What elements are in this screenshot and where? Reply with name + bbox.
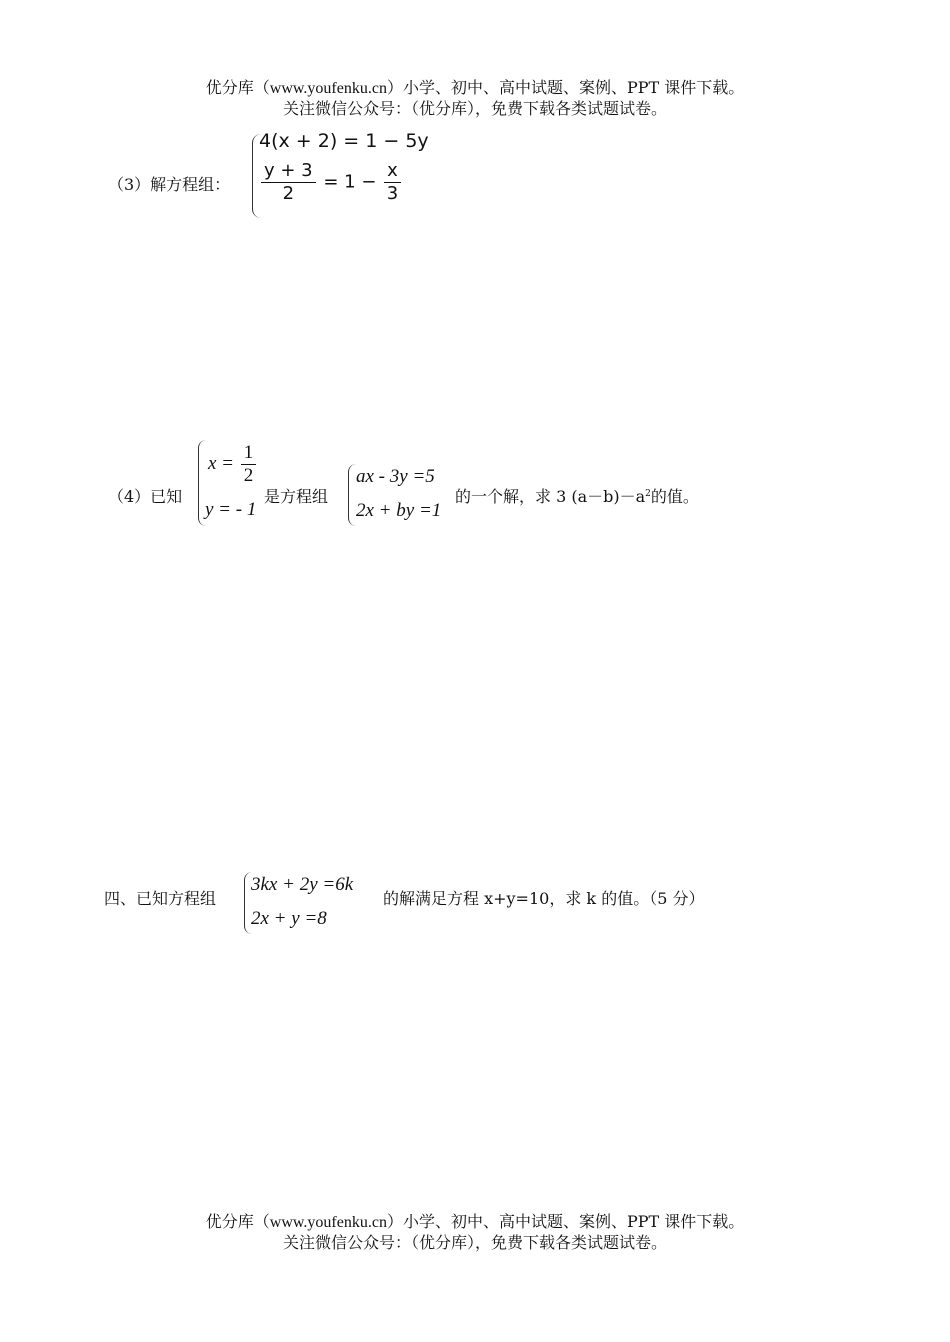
header-line-2: 关注微信公众号：（优分库），免费下载各类试题试卷。: [282, 99, 667, 118]
solution-y: y = - 1: [205, 499, 257, 520]
fraction-numerator: 1: [241, 442, 257, 465]
fraction-denominator: 3: [386, 183, 399, 204]
question-4-label: （4）已知: [108, 487, 183, 506]
header-site-link: www.youfenku.cn: [269, 80, 387, 97]
solution-x: x = $\frac{1}{2}$: [208, 442, 258, 487]
equation-4-1: ax - 3y =5: [356, 466, 435, 487]
footer-line-2: 关注微信公众号：（优分库），免费下载各类试题试卷。: [282, 1233, 667, 1252]
fraction-denominator: 2: [243, 465, 254, 486]
footer-line-1: 优分库（www.youfenku.cn）小学、初中、高中试题、案例、PPT 课件下载。: [205, 1212, 745, 1231]
equation-4-2: 2x + by =1: [356, 500, 442, 521]
question-5-label: 四、已知方程组: [104, 889, 217, 908]
exponent: 2: [645, 489, 651, 499]
equation-5-2: 2x + y =8: [251, 908, 327, 929]
brace: [348, 464, 356, 526]
fraction-numerator: y + 3: [261, 160, 316, 183]
question-3-label: （3）解方程组：: [108, 175, 231, 194]
page-footer: [0, 1212, 950, 1253]
equation-5-1: 3kx + 2y =6k: [251, 874, 354, 895]
question-4-tail: 的一个解，求 3 $(a-b)-a^2$的值。: [455, 487, 699, 506]
page-header: [0, 78, 950, 119]
equation-3-2: [259, 160, 403, 205]
question-4-middle-text: 是方程组: [264, 487, 329, 506]
equation-3-1: 4(x + 2) = 1 − 5y: [259, 130, 429, 152]
footer-site-link: www.youfenku.cn: [269, 1214, 387, 1231]
fraction-denominator: 2: [282, 183, 295, 204]
question-5-tail: 的解满足方程 x+y=10，求 k 的值。（5 分）: [383, 889, 705, 908]
header-line-1: 优分库（www.youfenku.cn）小学、初中、高中试题、案例、PPT 课件下载。: [205, 78, 745, 97]
fraction-numerator: x: [384, 160, 401, 183]
equation-middle: = 1 −: [323, 171, 377, 193]
